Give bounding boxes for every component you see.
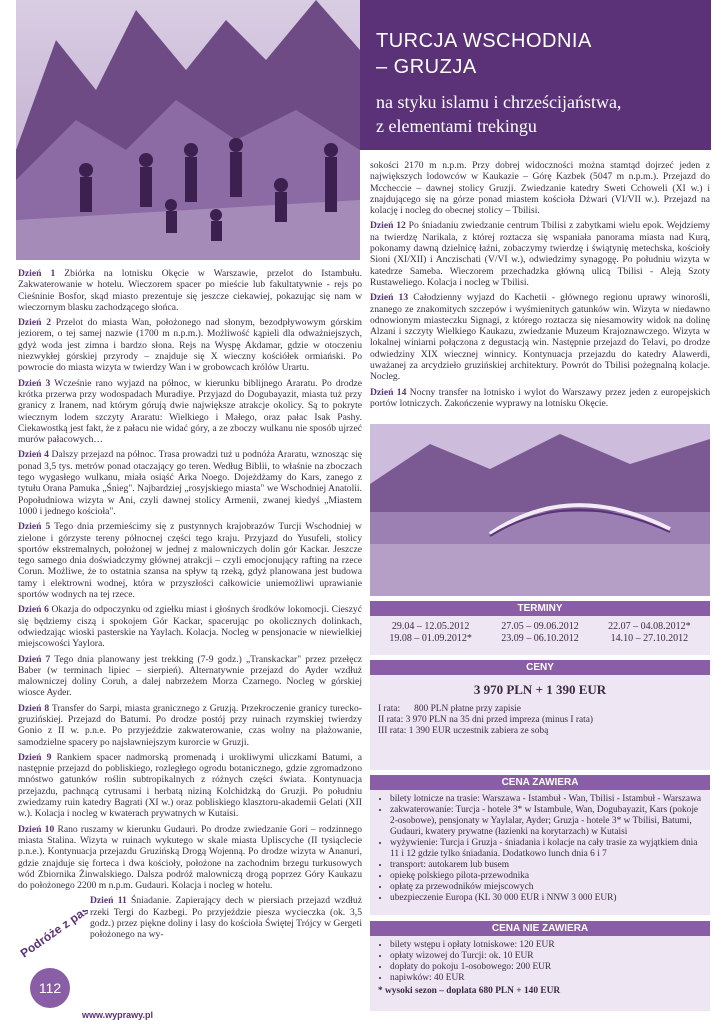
website-link[interactable]: www.wyprawy.pl [82, 1010, 154, 1020]
day-text: Tego dnia przemieścimy się z pustynnych krajobrazów Turcji Wschodniej w zielone i górzyste tereny północnej części tego kraju. Przyjazd do Yusufeli, stolicy sportów ekstremalnych, położonej w jednej z malowniczych dolin gór Kackar. Jeszcze tego samego dnia doświadczymy głównej atrakcji – czyli emocjonujący rafting na rzece Corun. Możliwe, że to ostatnia szansa na spływ tą rzeką, gdyż planowana jest budowa tamy i elektrowni wodnej, która w przyszłości całkowicie uniemożliwi uprawianie sportów wodnych na tej rzece. [18, 521, 362, 601]
prices-box [370, 660, 710, 770]
prices-heading: CENY [370, 660, 710, 675]
list-item: • wyżywienie: Turcja i Gruzja - śniadania i kolacje na cały trasie za wyjątkiem dnia 11 i 12 gdzie tylko śniadania. Dodatkowo lunch dnia 6 i 7 [390, 838, 704, 860]
title-line2: – GRUZJA [376, 56, 477, 78]
season-note: * wysoki sezon – doplata 680 PLN + 140 EUR [378, 986, 561, 996]
day-text: Dalszy przejazd na północ. Trasa prowadzi tuż u podnóża Araratu, wznosząc się ponad 3,5 tys. metrów ponad otaczający go teren. Według Biblii, to właśnie na zboczach tego wygasłego wulkanu, miała osiąść Arka Noego. Dojeżdżamy do Kars, zanego z tytułu Orana Pamuka „Śnieg". Najbardziej „rosyjskiego miasta" we Wschodniej Anatolii. Popołudniowa wizyta w Ani, czyli dawnej stolicy Armenii, zwanej kiedyś „Miastem 1000 i jednego kościoła". [18, 449, 362, 517]
dates-heading: TERMINY [370, 601, 710, 616]
day-label: Dzień 8 [18, 702, 50, 714]
date-item: 14.10 – 27.10.2012 [610, 633, 689, 644]
day-paragraph [370, 292, 710, 382]
day-text: Tego dnia planowany jest trekking (7-9 godz.) „Transkackar" przez przełęcz Baber (w terminach lipiec – sierpień). Alternatywnie przejazd do Ayder wzdłuż malowniczej doliny Coruh, a dalej nabrzeżem Morza Czarnego. Nocleg w górskiej wiosce Ayder. [18, 653, 362, 699]
date-item: 22.07 – 04.08.2012* [608, 621, 691, 632]
list-item: • opłaty wizowej do Turcji: ok. 10 EUR [390, 951, 704, 962]
day-paragraph [18, 654, 362, 699]
day-text: Po śniadaniu zwiedzanie centrum Tbilisi z zabytkami wielu epok. Wejdziemy na twierdzę Narikala, z której roztacza się wspaniała panorama miasta nad Kurą, pokonamy dawną dzielnicę łaźni, zobaczymy twierdzę i świątynię metechska, kościoły Sioni (XI/XII) i Anczischati (V/VI w.), odwiedzimy synagogę. Po południu wizyta w katedrze Sameba. Wieczorem przechadzka główną ulicą Tbilisi - Aleją Szoty Rustaweliego. Kolacja i nocleg w Tbilisi. [370, 220, 710, 288]
day-text: Przelot do miasta Wan, położonego nad słonym, bezodpływowym górskim jeziorem, o tej samej nazwie (1700 m n.p.m.). Możliwość kąpieli dla odważniejszych, gdyż woda jest zimna i bardzo słona. Rejs na Wyspę Akdamar, gdzie w otoczeniu niezwykłej górskiej przyrody – znajduje się X wieczny kościółek ormiański. Po powrocie do miasta wizyta w twierdzy Wan i w grobowcach królów Urartu. [18, 317, 362, 374]
list-item: • ubezpieczenie Europa (KL 30 000 EUR i NNW 3 000 EUR) [390, 893, 704, 904]
photo-trekkers [16, 0, 360, 260]
subtitle-line1: na styku islamu i chrześcijaństwa, [376, 92, 622, 112]
day-paragraph [18, 752, 362, 820]
list-item: • opiekę polskiego pilota-przewodnika [390, 871, 704, 882]
day-label: Dzień 1 [18, 268, 56, 279]
day-paragraph [18, 604, 362, 649]
day-paragraph [18, 521, 362, 600]
price-total: 3 970 PLN + 1 390 EUR [473, 682, 607, 697]
day-paragraph [370, 160, 710, 216]
page-number: 112 [30, 968, 70, 1008]
day-label: Dzień 2 [18, 317, 51, 329]
day-paragraph [18, 703, 362, 748]
list-item: • bilety wstępu i opłaty lotniskowe: 120 EUR [390, 940, 704, 951]
day-paragraph [18, 317, 362, 373]
day-label: Dzień 11 [90, 895, 127, 907]
day-label: Dzień 5 [18, 521, 51, 533]
day-text: Rano ruszamy w kierunku Gudauri. Po drodze zwiedzanie Gori – rodzinnego miasta Stalina. Wizyta w ruinach wykutego w skale miasta Upliscyche (II tysiąclecie p.n.e.). Kontynuacja przejazdu Gruzińską Drogą Wojenną. Po drodze wizyta w Ananuri, gdzie znajduje się forteca i dwa kościoły, położone na zachodnim brzegu turkusowych wód Zbiornika Żinwalskiego. Dalsza podróż malowniczą drogą poprzez Góry Kaukazu do położonego 2200 m n.p.m. Gudauri. Kolacja i nocleg w hotelu. [18, 823, 362, 892]
photo-bridge [370, 424, 710, 596]
day-label: Dzień 9 [18, 751, 52, 763]
day-paragraph [370, 220, 710, 288]
excludes-heading: CENA NIE ZAWIERA [370, 921, 710, 936]
day-text: Całodzienny wyjazd do Kachetii - głównego regionu uprawy winorośli, znanego ze znakomitych szczepów i wyśmienitych gatunków win. Wizyta w niedawno odnowionym miasteczku Signagi, z którego roztacza się niesamowity widok na dolinę Alzani i szczyty Wielkiego Kaukazu, zwiedzanie Muzeum Krajoznawczego. Wizyta w lokalnej winiarni połączona z degustacją win. Następnie przejazd do Telavi, po drodze odwiedziny XIX wiecznej winnicy. Kontynuacja przejazdu do katedry Alawerdi, uważanej za arcydzieło gruzińskiej architektury. Powrót do Tbilisi pożegnalną kolacje. Nocleg. [370, 292, 710, 383]
list-item: • transport: autokarem lub busem [390, 860, 704, 871]
day-label: Dzień 13 [370, 292, 409, 304]
itinerary-left [18, 268, 362, 945]
title-box [360, 0, 711, 150]
day-label: Dzień 7 [18, 653, 51, 665]
list-item: • dopłaty do pokoju 1-osobowego: 200 EUR [390, 962, 704, 973]
day-label: Dzień 12 [370, 220, 406, 232]
list-item: • napiwków: 40 EUR [390, 973, 704, 984]
day-paragraph [18, 449, 362, 517]
day-paragraph [18, 378, 362, 446]
day-text: Transfer do Sarpi, miasta granicznego z Gruzją. Przekroczenie granicy turecko-gruzińskiej. Przejazd do Batumi. Po drodze postój przy ruinach rzymskiej twierdzy Gonio z II w. p.n.e. Po przyjeździe zakwaterowanie, czas wolny na plażowanie, samodzielne spacery po najsławniejszym kurorcie w Gruzji. [18, 702, 362, 748]
day-text: Rankiem spacer nadmorską promenadą i urokliwymi uliczkami Batumi, a następnie przejazd do pobliskiego, rozległego ogrodu botanicznego, gdzie zgromadzono mnóstwo gatunków roślin subtropikalnych z różnych części świata. Kontynuacja przejazdu, pachnącą cytrusami i herbatą niziną Kolchidzką do Gruzji. Po południu zwiedzamy ruin katedry Bagrati (XI w.) oraz pobliskiego klasztoru-akademii Gelati (XII w.). Kolacja i nocleg w kwaterach prywatnych w Kutaisi. [18, 751, 362, 820]
day-text: Śniadanie. Zapierający dech w piersiach przejazd wzdłuż rzeki Tergi do Kazbegi. Po przyjeździe piesza wycieczka (ok. 3,5 godz.) przez piękne doliny i lasy do kościoła Świętej Trójcy w Gergeti położonego na wy- [90, 895, 362, 941]
price-line: III rata: 1 390 EUR uczestnik zabiera ze sobą [378, 726, 549, 736]
slogan-text: Podróże z pasją! [18, 910, 88, 961]
day-label: Dzień 3 [18, 377, 51, 389]
date-item: 27.05 – 09.06.2012 [501, 621, 579, 632]
day-label: Dzień 10 [18, 823, 55, 835]
date-item: 19.08 – 01.09.2012* [389, 633, 472, 644]
day-text: Okazja do odpoczynku od zgiełku miast i głośnych środków lokomocji. Cieszyć się będziemy ciszą i spokojem Gór Kackar, spacerując po okolicznych dolinkach, odwiedzając wioski pasterskie na Yaylach. Kolacja. Nocleg w pensjonacie w niewielkiej miejscowości Yaylora. [18, 604, 362, 650]
excludes-box [370, 921, 710, 1011]
includes-heading: CENA ZAWIERA [370, 775, 710, 790]
date-item: 23.09 – 06.10.2012 [501, 633, 579, 644]
day-paragraph [370, 387, 710, 410]
itinerary-right [370, 160, 710, 413]
day-text: sokości 2170 m n.p.m. Przy dobrej widoczności można stamtąd dojrzeć jeden z największych lodowców w Kaukazie – Górę Kazbek (5047 m n.p.m.). Przejazd do Mccheccie – dawnej stolicy Gruzji. Zwiedzanie katedry Sweti Cchoweli (XI w.) i znajdującego się na górze ponad miastem kościoła Dżwari (VI/VII w.). Przejazd na kolację i nocleg do obecnej stolicy – Tbilisi. [370, 160, 710, 217]
day-label: Dzień 4 [18, 449, 49, 461]
day-label: Dzień 14 [370, 386, 407, 398]
title-line1: TURCJA WSCHODNIA [376, 30, 592, 52]
list-item: • bilety lotnicze na trasie: Warszawa - Istambuł - Wan, Tbilisi - Istambuł - Warszawa [390, 794, 704, 805]
day-text: Nocny transfer na lotnisko i wylot do Warszawy przez jeden z europejskich portów lotniczych. Zakończenie wyprawy na lotnisku Okęcie. [370, 386, 710, 409]
list-item: • zakwaterowanie: Turcja - hotele 3* w Istambule, Wan, Dogubayazit, Kars (pokoje 2-osobowe), pensjonaty w Yaylalar, Ayder; Gruzja - hotele 3* w Tbilisi, Batumi, Gudauri, kwatery prywatne (łazienki na korytarzach) w Kutaisi [390, 805, 704, 838]
slogan-tag [18, 910, 88, 975]
day-label: Dzień 6 [18, 604, 49, 616]
price-line: II rata: 3 970 PLN na 35 dni przed impreza (minus I rata) [378, 715, 594, 725]
includes-box [370, 775, 710, 915]
day-text: Wcześnie rano wyjazd na północ, w kierunku biblijnego Araratu. Po drodze krótka przerwa przy wodospadach Muradiye. Przyjazd do Dogubayazit, miasta tuż przy granicy z Iranem, nad którym górują dwie największe atrakcje okolicy. Są to pokryte wiecznym lodem szczyty Araratu: Wielkiego i Małego, oraz pałac Isak Pashy. Ciekawostką jest fakt, że z pałacu nie widać góry, a ze zboczy wulkanu nie sposób ujrzeć murów pałacowych… [18, 377, 362, 446]
price-line: I rata: 800 PLN płatne przy zapisie [378, 704, 521, 714]
list-item: • opłatę za przewodników miejscowych [390, 882, 704, 893]
date-item: 29.04 – 12.05.2012 [391, 621, 470, 632]
day-text: Zbiórka na lotnisku Okęcie w Warszawie, przelot do Istambułu. Zakwaterowanie w hotelu. Wieczorem spacer po mieście lub fakultatywnie - rejs po Cieśninie Bosfor, skąd miasto prezentuje się jeszcze ciekawiej, pokazując się nam w wieczornym blasku zachodzącego słońca. [18, 268, 362, 313]
day-paragraph [18, 824, 362, 892]
day-paragraph [18, 268, 362, 313]
subtitle-line2: z elementami trekingu [376, 116, 537, 136]
dates-box [370, 601, 710, 655]
